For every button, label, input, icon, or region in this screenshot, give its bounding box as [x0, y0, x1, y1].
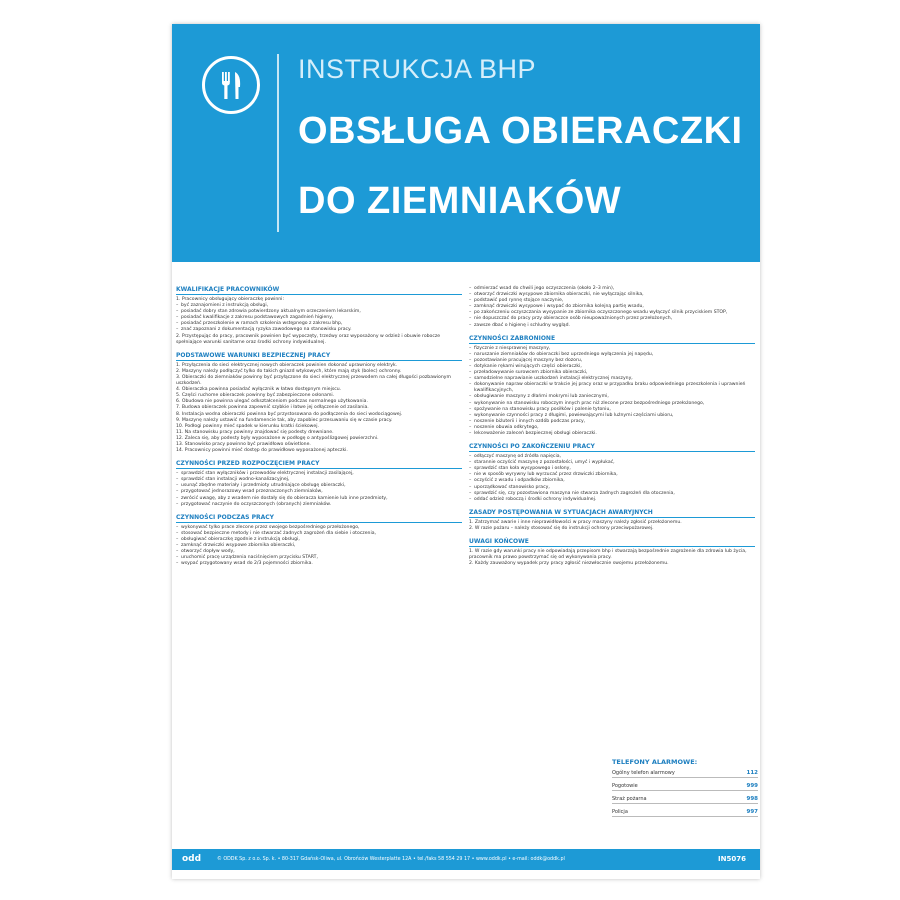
list-item: 10. Podłogi powinny mieć spadek w kierunku kratki ściekowej. [176, 423, 319, 429]
list-item: – przygotować naczynie do oczyszczonych (obranych) ziemniaków. [176, 502, 462, 508]
list-item: 2. Każdy zauważony wypadek przy pracy zgłosić niezwłocznie swojemu przełożonemu. [469, 561, 669, 567]
phone-label: Policja [612, 808, 628, 815]
list-item: – wykonywać tylko prace zlecone przez swojego bezpośredniego przełożonego, [176, 525, 462, 531]
list-item: – zamknąć drzwiczki wsypowe zbiornika obieraczki, [176, 543, 462, 549]
list-item: – odmierzać wsad do chwili jego oczyszczenia (około 2–3 min), [469, 286, 755, 292]
list-item: 8. Instalacja wodna obieraczki powinna być przystosowana do podłączenia do sieci wodociągowej. [176, 411, 403, 417]
footer-code: IN5076 [718, 855, 746, 863]
list-item: 13. Stanowisko pracy powinno być prawidłowo oświetlone. [176, 441, 311, 447]
header-label: INSTRUKCJA BHP [298, 54, 537, 84]
list-item: – wykonywanie na stanowisku roboczym innych prac niż zlecone przez bezpośredniego przełożonego, [469, 401, 755, 407]
section-title: CZYNNOŚCI PRZED ROZPOCZĘCIEM PRACY [176, 460, 462, 469]
list-item: – podstawić pod rynnę stojące naczynie, [469, 298, 755, 304]
emergency-phones [612, 758, 758, 820]
section [176, 286, 462, 346]
list-item: 14. Pracownicy powinni mieć dostęp do prawidłowo wyposażonej apteczki. [176, 448, 348, 454]
list-item: – sprawdzić stan koła wysypowego i osłony, [469, 466, 755, 472]
list-item: 5. Części ruchome obieraczek powinny być zabezpieczone osłonami. [176, 393, 335, 399]
list-item: 1. Pracownicy obsługujący obieraczkę powinni: [176, 297, 285, 302]
list-item: – uruchomić pracę urządzenia naciśnięciem przycisku START, [176, 555, 462, 561]
section-title: CZYNNOŚCI ZABRONIONE [469, 335, 755, 344]
list-item: – wsypać przygotowany wsad do 2/3 pojemności zbiornika. [176, 561, 462, 567]
list-item: – sprawdzić się, czy pozostawiona maszyna nie stwarza żadnych zagrożeń dla otoczenia, [469, 491, 755, 497]
list-item: – dokonywanie napraw obieraczki w trakcie jej pracy oraz w przypadku braku odpowiedniego przeszkolenia i uprawnień kwalifikacyjnych, [469, 382, 755, 394]
list-item: 3. Obieraczki do ziemniaków powinny być przyłączone do sieci elektrycznej przewodem na całej długości pozbawionym uszkodzeń. [176, 374, 451, 387]
list-item: – sprawdzić stan instalacji wodno-kanalizacyjnej, [176, 477, 462, 483]
section [469, 335, 755, 437]
phone-label: Pogotowie [612, 782, 638, 789]
section [469, 286, 755, 329]
phone-row [612, 794, 758, 804]
section-title: ZASADY POSTĘPOWANIA W SYTUACJACH AWARYJNYCH [469, 509, 755, 518]
list-item: 9. Maszynę należy ustawić na fundamencie tak, aby zapobiec przesuwaniu się w czasie pracy. [176, 417, 393, 423]
left-column [176, 286, 462, 573]
list-item: – nie w sposób wyrywny lub wyrzucać przez drzwiczki zbiornika, [469, 472, 755, 478]
list-item: – oczyścić z wsadu i odpadków zbiornika, [469, 478, 755, 484]
section [469, 538, 755, 567]
list-item: – posiadać kwalifikacje z zakresu podstawowych zagadnień higieny, [176, 315, 462, 321]
list-item: – po zakończeniu oczyszczania wysypanie ze zbiornika oczyszczonego wsadu wyłączyć silnik przyciskiem STOP, [469, 310, 755, 316]
phone-number: 998 [746, 795, 758, 802]
section-title: CZYNNOŚCI PO ZAKOŃCZENIU PRACY [469, 443, 755, 452]
list-item: – sprawdzić stan wyłączników i przewodów elektrycznej instalacji zasilającej, [176, 471, 462, 477]
list-item: 12. Zaleca się, aby podesty były wyposażone w podłogę o antypoślizgowej powierzchni. [176, 435, 379, 441]
phone-number: 997 [746, 808, 758, 815]
phones-title: TELEFONY ALARMOWE: [612, 758, 698, 766]
header-banner [172, 24, 760, 262]
list-item: 7. Budowa obieraczek powinna zapewnić szybkie i łatwe jej odłączenie od zasilania. [176, 405, 369, 411]
footer-logo: odd [182, 854, 202, 864]
phone-label: Ogólny telefon alarmowy [612, 769, 675, 776]
section [176, 460, 462, 508]
section [469, 509, 755, 532]
header-title-line1: OBSŁUGA OBIERACZKI [298, 110, 743, 152]
list-item: – być zaznajomieni z instrukcją obsługi, [176, 303, 462, 309]
list-item: – noszenie biżuterii i innych ozdób podczas pracy, [469, 419, 755, 425]
phone-number: 999 [746, 782, 758, 789]
list-item: – zamknąć drzwiczki wysypowe i wsypać do zbiornika kolejną partię wsadu, [469, 304, 755, 310]
list-item: – pozostawianie pracującej maszyny bez dozoru, [469, 358, 755, 364]
list-item: – nie dopuszczać do pracy przy obieraczce osób nieupoważnionych przez przełożonych, [469, 316, 755, 322]
list-item: – noszenie obuwia odkrytego, [469, 425, 755, 431]
section [176, 352, 462, 454]
list-item: – lekceważenie zaleceń bezpiecznej obsługi obieraczki. [469, 431, 755, 437]
section [469, 443, 755, 503]
cutlery-icon [202, 56, 260, 114]
phone-row [612, 781, 758, 791]
list-item: – starannie oczyścić maszynę z pozostałości, umyć i wypłukać, [469, 460, 755, 466]
section-title: UWAGI KOŃCOWE [469, 538, 755, 547]
list-item: – dotykanie rękami wirujących części obieraczki, [469, 364, 755, 370]
list-item: – odłączyć maszynę od źródła napięcia, [469, 454, 755, 460]
list-item: – przeładowywanie surowcem zbiornika obieraczki, [469, 370, 755, 376]
header-title-line2: DO ZIEMNIAKÓW [298, 180, 622, 222]
list-item: 2. W razie pożaru – należy stosować się do instrukcji ochrony przeciwpożarowej. [469, 525, 654, 531]
list-item: 6. Obudowa nie powinna ulegać odkształceniom podczas normalnego użytkowania. [176, 399, 368, 405]
footer-bar [172, 849, 760, 870]
list-item: 1. W razie gdy warunki pracy nie odpowiadają przepisom bhp i stwarzają bezpośrednie zagrożenie dla zdrowia lub życia, pracownik ma prawo powstrzymać się od wykonywania pracy. [469, 549, 747, 561]
phone-row [612, 768, 758, 778]
section [176, 514, 462, 568]
list-item: – spożywanie na stanowisku pracy posiłków i palenie tytoniu, [469, 407, 755, 413]
list-item: – otworzyć dopływ wody, [176, 549, 462, 555]
list-item: – fizycznie z niesprawnej maszyny, [469, 346, 755, 352]
list-item: – posiadać dobry stan zdrowia potwierdzony aktualnym orzeczeniem lekarskim, [176, 309, 462, 315]
phone-number: 112 [746, 769, 758, 776]
list-item: – posiadać przeszkolenie w ramach szkolenia wstępnego z zakresu bhp, [176, 321, 462, 327]
list-item: 2. Przystępując do pracy, pracownik powinien być wypoczęty, trzeźwy oraz wyposażony w odzież i obuwie robocze spełniające warunki sanitarne oraz środki ochrony indywidualnej. [176, 333, 441, 345]
right-column [469, 286, 755, 573]
list-item: 11. Na stanowisku pracy powinny znajdować się podesty drewniane. [176, 429, 334, 435]
header-divider [277, 54, 279, 232]
list-item: 1. Zatrzymać awarie i inne nieprawidłowości w pracy maszyny należy zgłosić przełożonemu. [469, 519, 682, 525]
list-item: – naruszanie ziemniaków do obieraczki bez uprzedniego wyłączenia jej napędu, [469, 352, 755, 358]
list-item: – wykonywanie czynności pracy z długimi, powiewającymi lub luźnymi częściami ubioru, [469, 413, 755, 419]
section-title: PODSTAWOWE WARUNKI BEZPIECZNEJ PRACY [176, 352, 462, 361]
list-item: – usunąć zbędne materiały i przedmioty utrudniające obsługę obieraczki, [176, 483, 462, 489]
list-item: – obsługiwanie maszyny z dłańmi mokrymi lub zaniecznymi, [469, 394, 755, 400]
footer-contact: © ODDK Sp. z o.o. Sp. k. • 80-317 Gdańsk-Oliwa, ul. Obrońców Westerplatte 12A • tel./faks 58 554 29 17 • www.oddk.pl • e-mail: oddk@oddk.pl [217, 857, 565, 862]
list-item: – znać zapoznani z dokumentacją ryzyka zawodowego na stanowisku pracy. [176, 327, 462, 333]
list-item: – obsługiwać obieraczkę zgodnie z instrukcją obsługi, [176, 537, 462, 543]
list-item: – otworzyć drzwiczki wysypowe zbiornika obieraczki, nie wyłączając silnika, [469, 292, 755, 298]
list-item: – stosować bezpieczne metody i nie stwarzać żadnych zagrożeń dla siebie i otoczenia, [176, 531, 462, 537]
list-item: – zawsze dbać o higienę i schludny wygląd. [469, 323, 755, 329]
list-item: – samodzielne naprawianie uszkodzeń instalacji elektrycznej maszyny, [469, 376, 755, 382]
list-item: 4. Obieraczka powinna posiadać wyłącznik w łatwo dostępnym miejscu. [176, 387, 342, 393]
list-item: – uporządkować stanowisko pracy, [469, 485, 755, 491]
list-item: – zwrócić uwagę, aby z wsadem nie dostały się do obieracza kamienie lub inne przedmioty, [176, 496, 462, 502]
phone-label: Straż pożarna [612, 795, 647, 802]
list-item: 1. Przyłączenia do sieci elektrycznej nowych obieraczek powinien dokonać uprawniony elektryk. [176, 362, 398, 368]
list-item: – przygotować jednorazowy wsad przeznaczonych ziemniaków, [176, 489, 462, 495]
section-title: CZYNNOŚCI PODCZAS PRACY [176, 514, 462, 523]
list-item: 2. Maszyny należy podłączyć tylko do takich gniazd wtykowych, które mają styk (bolec) ochronny. [176, 368, 402, 374]
phone-row [612, 807, 758, 817]
list-item: – oddać odzież roboczą i środki ochrony indywidualnej. [469, 497, 755, 503]
bhp-sheet [172, 24, 760, 879]
section-title: KWALIFIKACJE PRACOWNIKÓW [176, 286, 462, 295]
